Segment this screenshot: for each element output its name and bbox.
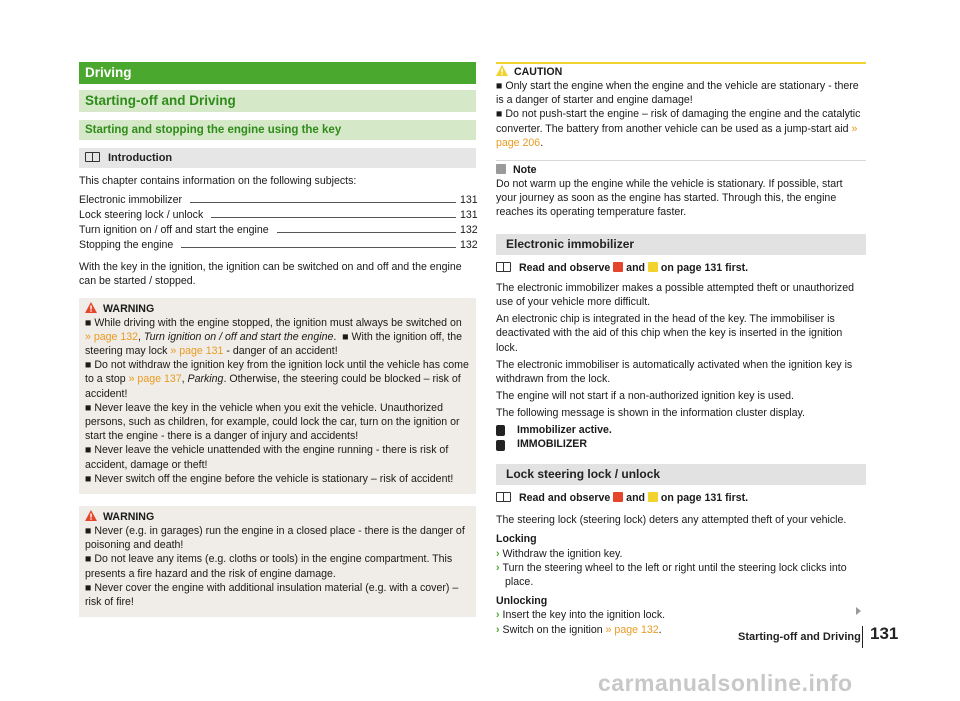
immobilizer-p4: The engine will not start if a non-authorized ignition key is used. — [496, 390, 794, 403]
page-number: 131 — [870, 624, 899, 643]
toc-row[interactable] — [79, 208, 476, 223]
read-observe-line: Read and observe and on page 131 first. — [496, 261, 866, 275]
caution-ref-icon[interactable] — [648, 262, 658, 272]
warning-bullet: ■ While driving with the engine stopped, the ignition must always be switched on » page 132, Turn ignition on / off and start the engine. ■ With the ignition off, the steering may lock » page 131 - danger of an accident! — [85, 316, 463, 358]
warning-bullet: ■ Do not withdraw the ignition key from the ignition lock until the vehicle has come to a stop » page 137, Parking. Otherwise, the steering could be blocked – risk of accident! — [85, 359, 469, 400]
page-link[interactable]: » page 137 — [128, 373, 182, 386]
step-item: › Switch on the ignition » page 132. — [496, 623, 662, 636]
warning-triangle-icon — [85, 510, 97, 521]
caution-box — [496, 62, 866, 150]
locking-heading: Locking — [496, 533, 537, 546]
page-link[interactable]: » page 131 — [170, 345, 224, 358]
warning-triangle-icon — [85, 302, 97, 313]
note-box — [496, 160, 866, 220]
footer-divider — [862, 626, 863, 648]
warning-box-1 — [79, 298, 476, 494]
steering-p1: The steering lock (steering lock) deters any attempted theft of your vehicle. — [496, 514, 847, 527]
footer-section-label: Starting-off and Driving — [738, 631, 861, 643]
page-link[interactable]: » page 132 — [85, 330, 139, 343]
toc-row[interactable] — [79, 238, 476, 253]
toc-page: 131 — [460, 194, 478, 207]
caution-bullet: ■ Do not push-start the engine – risk of damaging the engine and the catalytic converter. The battery from another vehicle can be used as a jump-start aid » page 206. — [496, 108, 861, 149]
key-paragraph: With the key in the ignition, the ignition can be switched on and off and the engine can be started / stopped. — [79, 261, 462, 288]
note-icon — [496, 164, 506, 174]
step-arrow-icon: › — [496, 623, 500, 636]
continue-arrow-icon — [856, 607, 861, 615]
toc-page: 131 — [460, 209, 478, 222]
unlocking-heading: Unlocking — [496, 595, 548, 608]
toc-title: Lock steering lock / unlock — [79, 209, 204, 222]
caution-ref-icon[interactable] — [648, 492, 658, 502]
book-icon — [496, 262, 511, 272]
immobilizer-p2: An electronic chip is integrated in the head of the key. The immobiliser is deactivated with the aid of this chip when the key is inserted in the ignition lock. — [496, 313, 843, 354]
step-arrow-icon: › — [496, 561, 500, 574]
section-heading: Starting-off and Driving — [79, 90, 476, 112]
read-observe-line: Read and observe and on page 131 first. — [496, 491, 866, 505]
toc-page: 132 — [460, 224, 478, 237]
steering-lock-heading: Lock steering lock / unlock — [496, 464, 866, 485]
warning-title: WARNING — [85, 302, 470, 316]
left-column — [79, 62, 476, 617]
immobilizer-heading: Electronic immobilizer — [496, 234, 866, 255]
intro-text: This chapter contains information on the following subjects: — [79, 175, 357, 187]
display-messages — [496, 423, 866, 451]
right-column — [496, 62, 866, 637]
display-icon-2 — [496, 440, 505, 451]
caution-title: CAUTION — [496, 65, 866, 79]
page-link[interactable]: » page 132 — [605, 623, 659, 636]
note-text: Do not warm up the engine while the vehicle is stationary. If possible, start your journey as soon as the engine has started. Through this, the engine reaches its operating temperature faster. — [496, 178, 843, 219]
step-item: › Withdraw the ignition key. — [496, 547, 623, 560]
caution-triangle-icon — [496, 65, 508, 76]
message-1: Immobilizer active. — [517, 423, 612, 436]
watermark: carmanualsonline.info — [598, 670, 853, 696]
step-arrow-icon: › — [496, 609, 500, 622]
step-item: › Insert the key into the ignition lock. — [496, 609, 666, 622]
toc-title: Electronic immobilizer — [79, 194, 183, 207]
message-2: IMMOBILIZER — [517, 437, 588, 450]
caution-bullet: ■ Only start the engine when the engine and the vehicle are stationary - there is a danger of starter and engine damage! — [496, 80, 859, 107]
step-item: › Turn the steering wheel to the left or right until the steering lock clicks into place. — [496, 561, 847, 589]
book-icon — [85, 152, 100, 162]
warning-bullet: ■ Never (e.g. in garages) run the engine in a closed place - there is the danger of poisoning and death! — [85, 525, 465, 552]
toc-title: Turn ignition on / off and start the engine — [79, 224, 269, 237]
toc-title: Stopping the engine — [79, 239, 174, 252]
toc-row[interactable] — [79, 223, 476, 238]
immobilizer-p3: The electronic immobiliser is automatically activated when the ignition key is withdrawn from the lock. — [496, 358, 853, 386]
warning-ref-icon[interactable] — [613, 492, 623, 502]
warning-bullet: ■ Never cover the engine with additional insulation material (e.g. with a cover) – risk of fire! — [85, 581, 459, 609]
immobilizer-p5: The following message is shown in the information cluster display. — [496, 407, 805, 420]
warning-bullet: ■ Never switch off the engine before the vehicle is stationary – risk of accident! — [85, 472, 454, 485]
display-icon-1 — [496, 425, 505, 436]
intro-heading — [79, 148, 476, 168]
immobilizer-p1: The electronic immobilizer makes a possible attempted theft or unauthorized use of your vehicle more difficult. — [496, 281, 855, 309]
topic-list — [79, 193, 476, 253]
warning-bullet: ■ Do not leave any items (e.g. cloths or tools) in the engine compartment. This presents a fire hazard and the risk of engine damage. — [85, 553, 453, 580]
toc-page: 132 — [460, 239, 478, 252]
warning-box-2 — [79, 506, 476, 617]
warning-title: WARNING — [85, 510, 470, 524]
note-title: Note — [496, 163, 866, 177]
intro-title: Introduction — [108, 152, 173, 164]
toc-row[interactable] — [79, 193, 476, 208]
chapter-heading: Driving — [79, 62, 476, 84]
book-icon — [496, 492, 511, 502]
warning-ref-icon[interactable] — [613, 262, 623, 272]
warning-bullet: ■ Never leave the vehicle unattended with the engine running - there is risk of accident, damage or theft! — [85, 444, 449, 471]
page-link[interactable]: » page 206 — [496, 122, 858, 149]
warning-bullet: ■ Never leave the key in the vehicle when you exit the vehicle. Unauthorized persons, such as children, for example, could lock the car, turn on the ignition or start the engine - there is a danger of injury and accidents! — [85, 401, 460, 443]
subsection-heading: Starting and stopping the engine using the key — [79, 120, 476, 140]
step-arrow-icon: › — [496, 547, 500, 560]
